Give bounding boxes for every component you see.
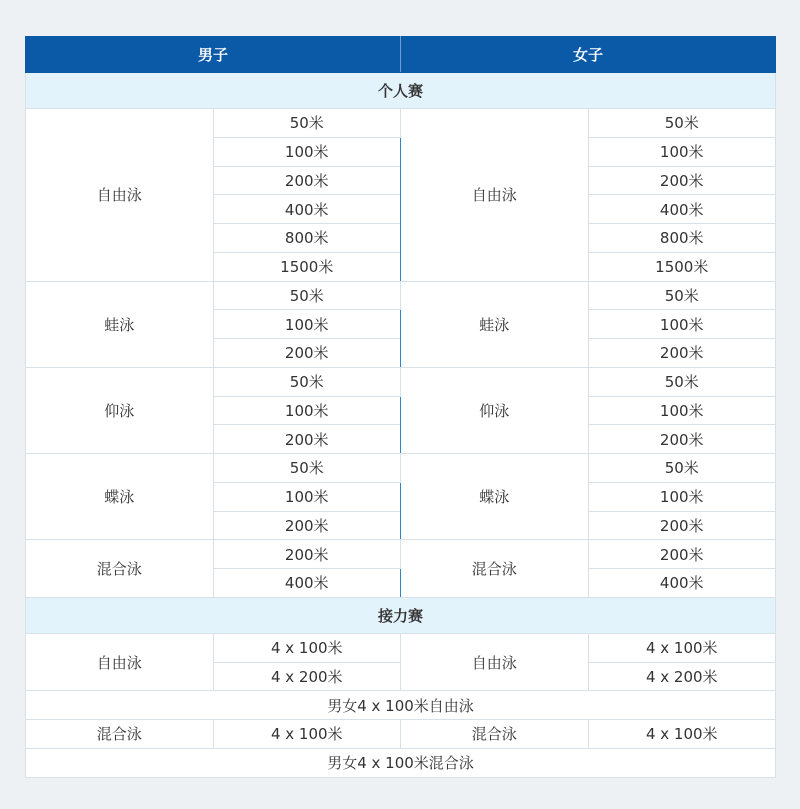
men-stroke-cell: 混合泳 (26, 540, 214, 598)
table-row (26, 691, 776, 720)
women-distance-cell: 100米 (588, 137, 776, 166)
men-distance-cell: 1500米 (213, 252, 401, 281)
men-distance-cell: 100米 (213, 482, 401, 511)
men-distance-cell: 50米 (213, 367, 401, 396)
men-stroke-cell: 蛙泳 (26, 281, 214, 367)
women-distance-cell: 50米 (588, 367, 776, 396)
men-stroke-cell: 蝶泳 (26, 454, 214, 540)
section-row (26, 73, 776, 109)
women-distance-cell: 200米 (588, 425, 776, 454)
women-header: 女子 (401, 37, 776, 73)
table-row (26, 633, 776, 662)
men-relay-event-cell: 4 x 200米 (213, 662, 401, 691)
women-distance-cell: 1500米 (588, 252, 776, 281)
men-distance-cell: 200米 (213, 425, 401, 454)
women-distance-cell: 800米 (588, 224, 776, 253)
men-relay-stroke-cell: 自由泳 (26, 633, 214, 691)
women-distance-cell: 100米 (588, 482, 776, 511)
men-distance-cell: 200米 (213, 540, 401, 569)
women-relay-stroke-cell: 混合泳 (401, 720, 589, 749)
table-row (26, 454, 776, 483)
individual-section-title: 个人赛 (26, 73, 776, 109)
women-distance-cell: 200米 (588, 540, 776, 569)
women-distance-cell: 100米 (588, 310, 776, 339)
men-distance-cell: 50米 (213, 109, 401, 138)
women-relay-event-cell: 4 x 100米 (588, 633, 776, 662)
men-distance-cell: 100米 (213, 137, 401, 166)
women-distance-cell: 50米 (588, 281, 776, 310)
women-distance-cell: 50米 (588, 109, 776, 138)
men-distance-cell: 400米 (213, 195, 401, 224)
women-distance-cell: 400米 (588, 569, 776, 598)
men-distance-cell: 400米 (213, 569, 401, 598)
men-stroke-cell: 自由泳 (26, 109, 214, 282)
men-distance-cell: 100米 (213, 310, 401, 339)
women-relay-event-cell: 4 x 100米 (588, 720, 776, 749)
men-distance-cell: 200米 (213, 511, 401, 540)
table-row (26, 748, 776, 777)
men-distance-cell: 100米 (213, 396, 401, 425)
women-stroke-cell: 仰泳 (401, 367, 589, 453)
women-stroke-cell: 自由泳 (401, 109, 589, 282)
men-distance-cell: 200米 (213, 166, 401, 195)
table-row (26, 540, 776, 569)
table-row (26, 281, 776, 310)
men-relay-event-cell: 4 x 100米 (213, 633, 401, 662)
men-relay-event-cell: 4 x 100米 (213, 720, 401, 749)
men-relay-stroke-cell: 混合泳 (26, 720, 214, 749)
events-body (26, 73, 776, 778)
women-distance-cell: 200米 (588, 511, 776, 540)
women-distance-cell: 100米 (588, 396, 776, 425)
mixed-freestyle-relay-cell: 男女4 x 100米自由泳 (26, 691, 776, 720)
women-distance-cell: 50米 (588, 454, 776, 483)
men-header: 男子 (26, 37, 401, 73)
women-distance-cell: 400米 (588, 195, 776, 224)
events-table (25, 36, 776, 778)
men-distance-cell: 200米 (213, 339, 401, 368)
women-relay-event-cell: 4 x 200米 (588, 662, 776, 691)
table-header-row (26, 37, 776, 73)
table-row (26, 367, 776, 396)
men-distance-cell: 50米 (213, 454, 401, 483)
women-distance-cell: 200米 (588, 166, 776, 195)
table-row (26, 109, 776, 138)
women-stroke-cell: 蝶泳 (401, 454, 589, 540)
men-distance-cell: 50米 (213, 281, 401, 310)
women-relay-stroke-cell: 自由泳 (401, 633, 589, 691)
men-distance-cell: 800米 (213, 224, 401, 253)
women-stroke-cell: 蛙泳 (401, 281, 589, 367)
table-row (26, 720, 776, 749)
women-stroke-cell: 混合泳 (401, 540, 589, 598)
section-row (26, 597, 776, 633)
women-distance-cell: 200米 (588, 339, 776, 368)
men-stroke-cell: 仰泳 (26, 367, 214, 453)
relay-section-title: 接力赛 (26, 597, 776, 633)
mixed-medley-relay-cell: 男女4 x 100米混合泳 (26, 748, 776, 777)
